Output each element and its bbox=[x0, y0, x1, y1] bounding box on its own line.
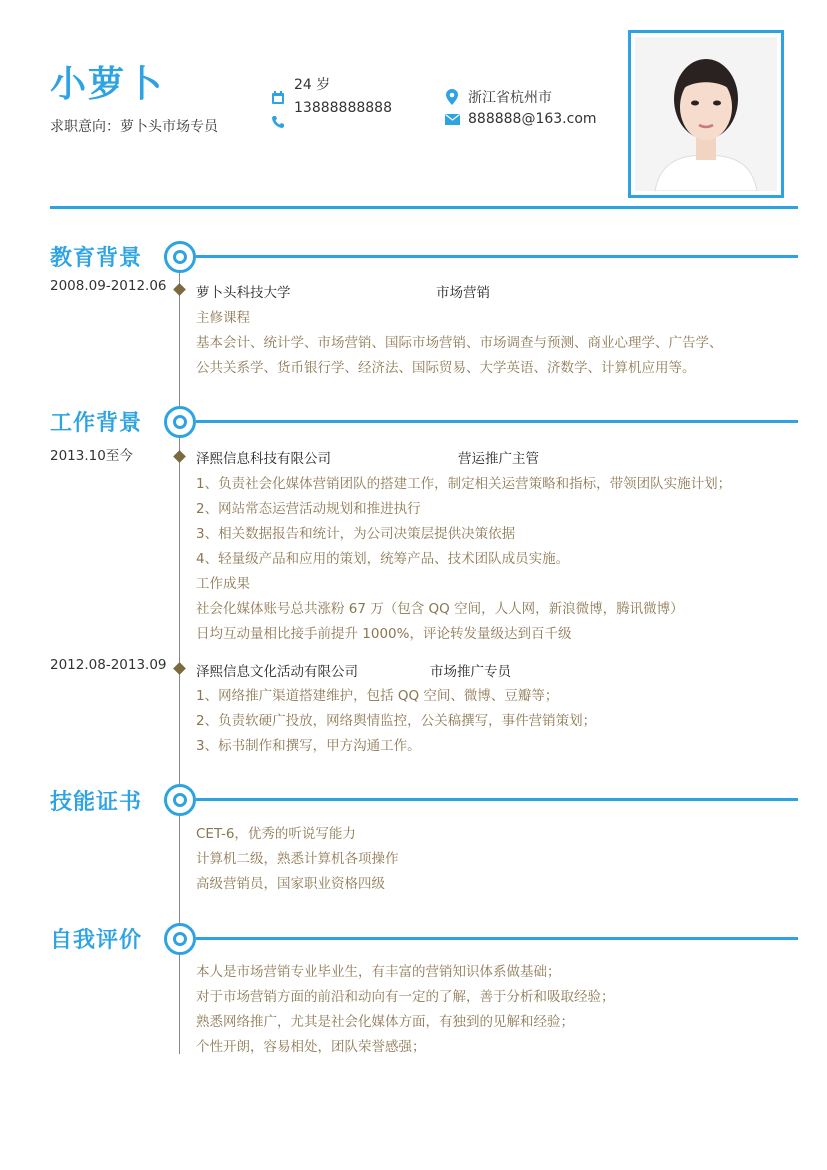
age-value: 24 岁 bbox=[294, 77, 331, 93]
email-value: 888888@163.com bbox=[468, 111, 597, 127]
email-row bbox=[444, 111, 597, 127]
job-detail: 3、相关数据报告和统计，为公司决策层提供决策依据 bbox=[196, 526, 516, 542]
education-line: 主修课程 bbox=[196, 310, 250, 326]
section-rule bbox=[196, 420, 798, 423]
job-role: 营运推广主管 bbox=[458, 451, 539, 467]
job-detail: 4、轻量级产品和应用的策划，统筹产品、技术团队成员实施。 bbox=[196, 551, 570, 567]
phone-icon bbox=[270, 114, 286, 130]
entry-marker-icon bbox=[173, 283, 186, 296]
section-title-work: 工作背景 bbox=[50, 411, 143, 436]
section-rule bbox=[196, 255, 798, 258]
job-detail: 3、标书制作和撰写，甲方沟通工作。 bbox=[196, 738, 421, 754]
job-detail: 1、负责社会化媒体营销团队的搭建工作，制定相关运营策略和指标，带领团队实施计划； bbox=[196, 476, 732, 492]
self-line: 对于市场营销方面的前沿和动向有一定的了解，善于分析和吸取经验； bbox=[196, 989, 615, 1005]
section-title-skills: 技能证书 bbox=[50, 790, 143, 815]
self-line: 本人是市场营销专业毕业生，有丰富的营销知识体系做基础； bbox=[196, 964, 561, 980]
education-line: 公共关系学、货币银行学、经济法、国际贸易、大学英语、济数学、计算机应用等。 bbox=[196, 360, 696, 376]
self-line: 个性开朗，容易相处，团队荣誉感强； bbox=[196, 1039, 426, 1055]
section-title-education: 教育背景 bbox=[50, 246, 143, 271]
location-pin-icon bbox=[444, 89, 460, 105]
job-detail: 2、负责软硬广投放，网络舆情监控，公关稿撰写，事件营销策划； bbox=[196, 713, 597, 729]
section-rule bbox=[196, 798, 798, 801]
section-marker-icon bbox=[164, 784, 196, 816]
section-rule bbox=[196, 937, 798, 940]
location-row bbox=[444, 87, 552, 107]
job-role: 市场推广专员 bbox=[430, 664, 511, 680]
profile-photo bbox=[628, 30, 784, 198]
job-detail: 社会化媒体账号总共涨粉 67 万（包含 QQ 空间，人人网，新浪微博，腾讯微博） bbox=[196, 601, 684, 617]
location-value: 浙江省杭州市 bbox=[468, 90, 552, 106]
entry-marker-icon bbox=[173, 450, 186, 463]
education-major: 市场营销 bbox=[436, 285, 490, 301]
job-detail: 2、网站常态运营活动规划和推进执行 bbox=[196, 501, 421, 517]
phone-value: 13888888888 bbox=[294, 100, 392, 116]
skill-line: 高级营销员，国家职业资格四级 bbox=[196, 876, 385, 892]
email-icon bbox=[444, 111, 460, 127]
entry-marker-icon bbox=[173, 662, 186, 675]
header-divider bbox=[50, 206, 798, 209]
skill-line: 计算机二级，熟悉计算机各项操作 bbox=[196, 851, 399, 867]
job-date: 2012.08-2013.09 bbox=[50, 657, 167, 673]
portrait-image bbox=[635, 37, 777, 191]
job-detail: 日均互动量相比接手前提升 1000%，评论转发量级达到百千级 bbox=[196, 626, 572, 642]
job-detail: 1、网络推广渠道搭建维护，包括 QQ 空间、微博、豆瓣等； bbox=[196, 688, 559, 704]
school-name: 萝卜头科技大学 bbox=[196, 285, 291, 301]
skill-line: CET-6，优秀的听说写能力 bbox=[196, 826, 356, 842]
education-line: 基本会计、统计学、市场营销、国际市场营销、市场调查与预测、商业心理学、广告学、 bbox=[196, 335, 723, 351]
education-date: 2008.09-2012.06 bbox=[50, 278, 167, 294]
section-title-self: 自我评价 bbox=[50, 928, 143, 953]
job-detail: 工作成果 bbox=[196, 576, 250, 592]
section-marker-icon bbox=[164, 406, 196, 438]
phone-icon-row bbox=[270, 114, 294, 130]
job-intent: 求职意向：萝卜头市场专员 bbox=[50, 119, 218, 135]
candidate-name: 小萝卜 bbox=[50, 64, 165, 105]
company-name: 泽熙信息科技有限公司 bbox=[196, 451, 331, 467]
self-line: 熟悉网络推广，尤其是社会化媒体方面，有独到的见解和经验； bbox=[196, 1014, 574, 1030]
company-name: 泽熙信息文化活动有限公司 bbox=[196, 664, 358, 680]
job-date: 2013.10至今 bbox=[50, 448, 133, 464]
section-marker-icon bbox=[164, 241, 196, 273]
section-marker-icon bbox=[164, 923, 196, 955]
